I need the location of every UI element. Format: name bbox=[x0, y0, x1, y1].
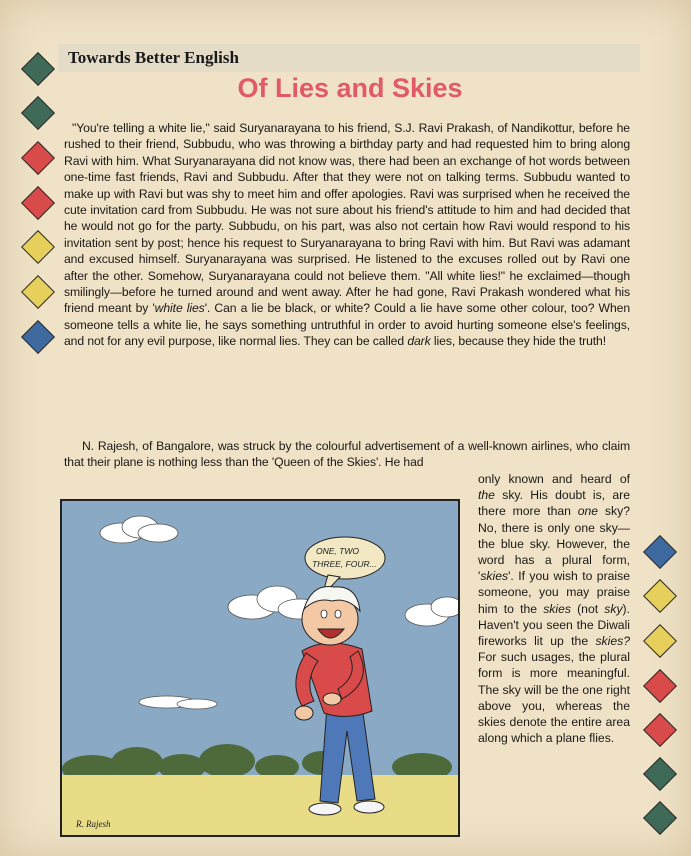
article-side-column bbox=[478, 471, 630, 746]
side-emphasis-skies: skies bbox=[480, 569, 509, 584]
side-text-g: For such usages, the plural form is more meaningful. The sky will be the one right above you, whereas the skies denote the entire area along which a plane flies. bbox=[478, 650, 630, 746]
decor-diamond-red bbox=[643, 713, 677, 747]
side-text-d: '. If you wish to praise someone, you may praise him to the bbox=[478, 569, 630, 616]
cartoon-drawing bbox=[62, 501, 458, 835]
speech-line-1: ONE, TWO bbox=[316, 546, 359, 556]
para1-text-b: '. Can a lie be black, or white? Could a lie have some other colour, too? When someone tells a white lie, he says something untruthful in order to avoid hurting someone else's feelings, and not for any evil purpose, like normal lies. They can be called bbox=[64, 301, 630, 349]
para1-text-c: lies, because they hide the truth! bbox=[430, 334, 607, 349]
speech-line-2: THREE, FOUR... bbox=[312, 559, 377, 569]
decor-diamond-blue bbox=[643, 535, 677, 569]
decor-diamond-red bbox=[21, 186, 55, 220]
para1-emphasis-white-lies: white lies bbox=[154, 301, 205, 316]
side-emphasis-skies-2: skies bbox=[543, 601, 571, 616]
side-text-c: sky? No, there is only one sky—the blue sky. However, the word has a plural form, ' bbox=[478, 504, 630, 584]
side-text-a: only known and heard of bbox=[478, 472, 630, 486]
decor-diamond-yellow bbox=[643, 624, 677, 658]
para1-emphasis-dark: dark bbox=[407, 334, 431, 349]
decor-diamond-yellow bbox=[21, 275, 55, 309]
cartoon-illustration bbox=[60, 499, 460, 837]
side-emphasis-the: the bbox=[478, 488, 495, 503]
article-title: Of Lies and Skies bbox=[237, 73, 463, 103]
side-emphasis-one: one bbox=[577, 504, 599, 519]
side-emphasis-skies-3: skies? bbox=[595, 634, 630, 649]
decor-diamond-green bbox=[643, 801, 677, 835]
side-emphasis-sky: sky bbox=[604, 601, 623, 616]
side-text-e: (not bbox=[570, 601, 605, 616]
decor-diamond-yellow bbox=[21, 230, 55, 264]
decor-diamond-red bbox=[643, 669, 677, 703]
section-label: Towards Better English bbox=[68, 48, 239, 67]
side-text-b: sky. His doubt is, are there more than bbox=[478, 488, 630, 519]
side-text-f: ). Haven't you seen the Diwali fireworks lit up the bbox=[478, 601, 630, 649]
decor-diamond-green bbox=[643, 757, 677, 791]
artist-signature: R. Rajesh bbox=[76, 819, 111, 829]
article-paragraph-2: N. Rajesh, of Bangalore, was struck by the colourful advertisement of a well-known airlines, who claim that their plane is nothing less than the 'Queen of the Skies'. He had bbox=[64, 439, 630, 470]
decor-diamond-blue bbox=[21, 320, 55, 354]
decor-diamond-yellow bbox=[643, 579, 677, 613]
decor-diamond-red bbox=[21, 141, 55, 175]
article-paragraph-1 bbox=[64, 120, 630, 350]
para1-text: "You're telling a white lie," said Suryanarayana to his friend, S.J. Ravi Prakash, of Nandikottur, before he rushed to their friend, Subbudu, who was throwing a birthday party and had requested him to bring along Ravi with him. What Suryanarayana did not know was, there had been an exchange of hot words between one-time fast friends, Ravi and Subbudu. After that they were not on talking terms. Subbudu wanted to make up with Ravi but was shy to meet him and offer apologies. Ravi was surprised when he received the cute invitation card from Subbudu. He was not sure about his friend's attitude to him and had decided that he would not go for the party. Subbudu, on his part, was also not certain how Ravi would respond to his invitation sent by post; hence his request to Suryanarayana to bring Ravi with him. But Ravi was adamant and excused himself. Suryanarayana was surprised. He listened to the excuses rolled out by Ravi one after the other. Somehow, Suryanarayana could not believe them. "All white lies!" he exclaimed—though smilingly—before he turned around and went away. After he had gone, Ravi Prakash wondered what his friend meant by ' bbox=[64, 121, 630, 316]
